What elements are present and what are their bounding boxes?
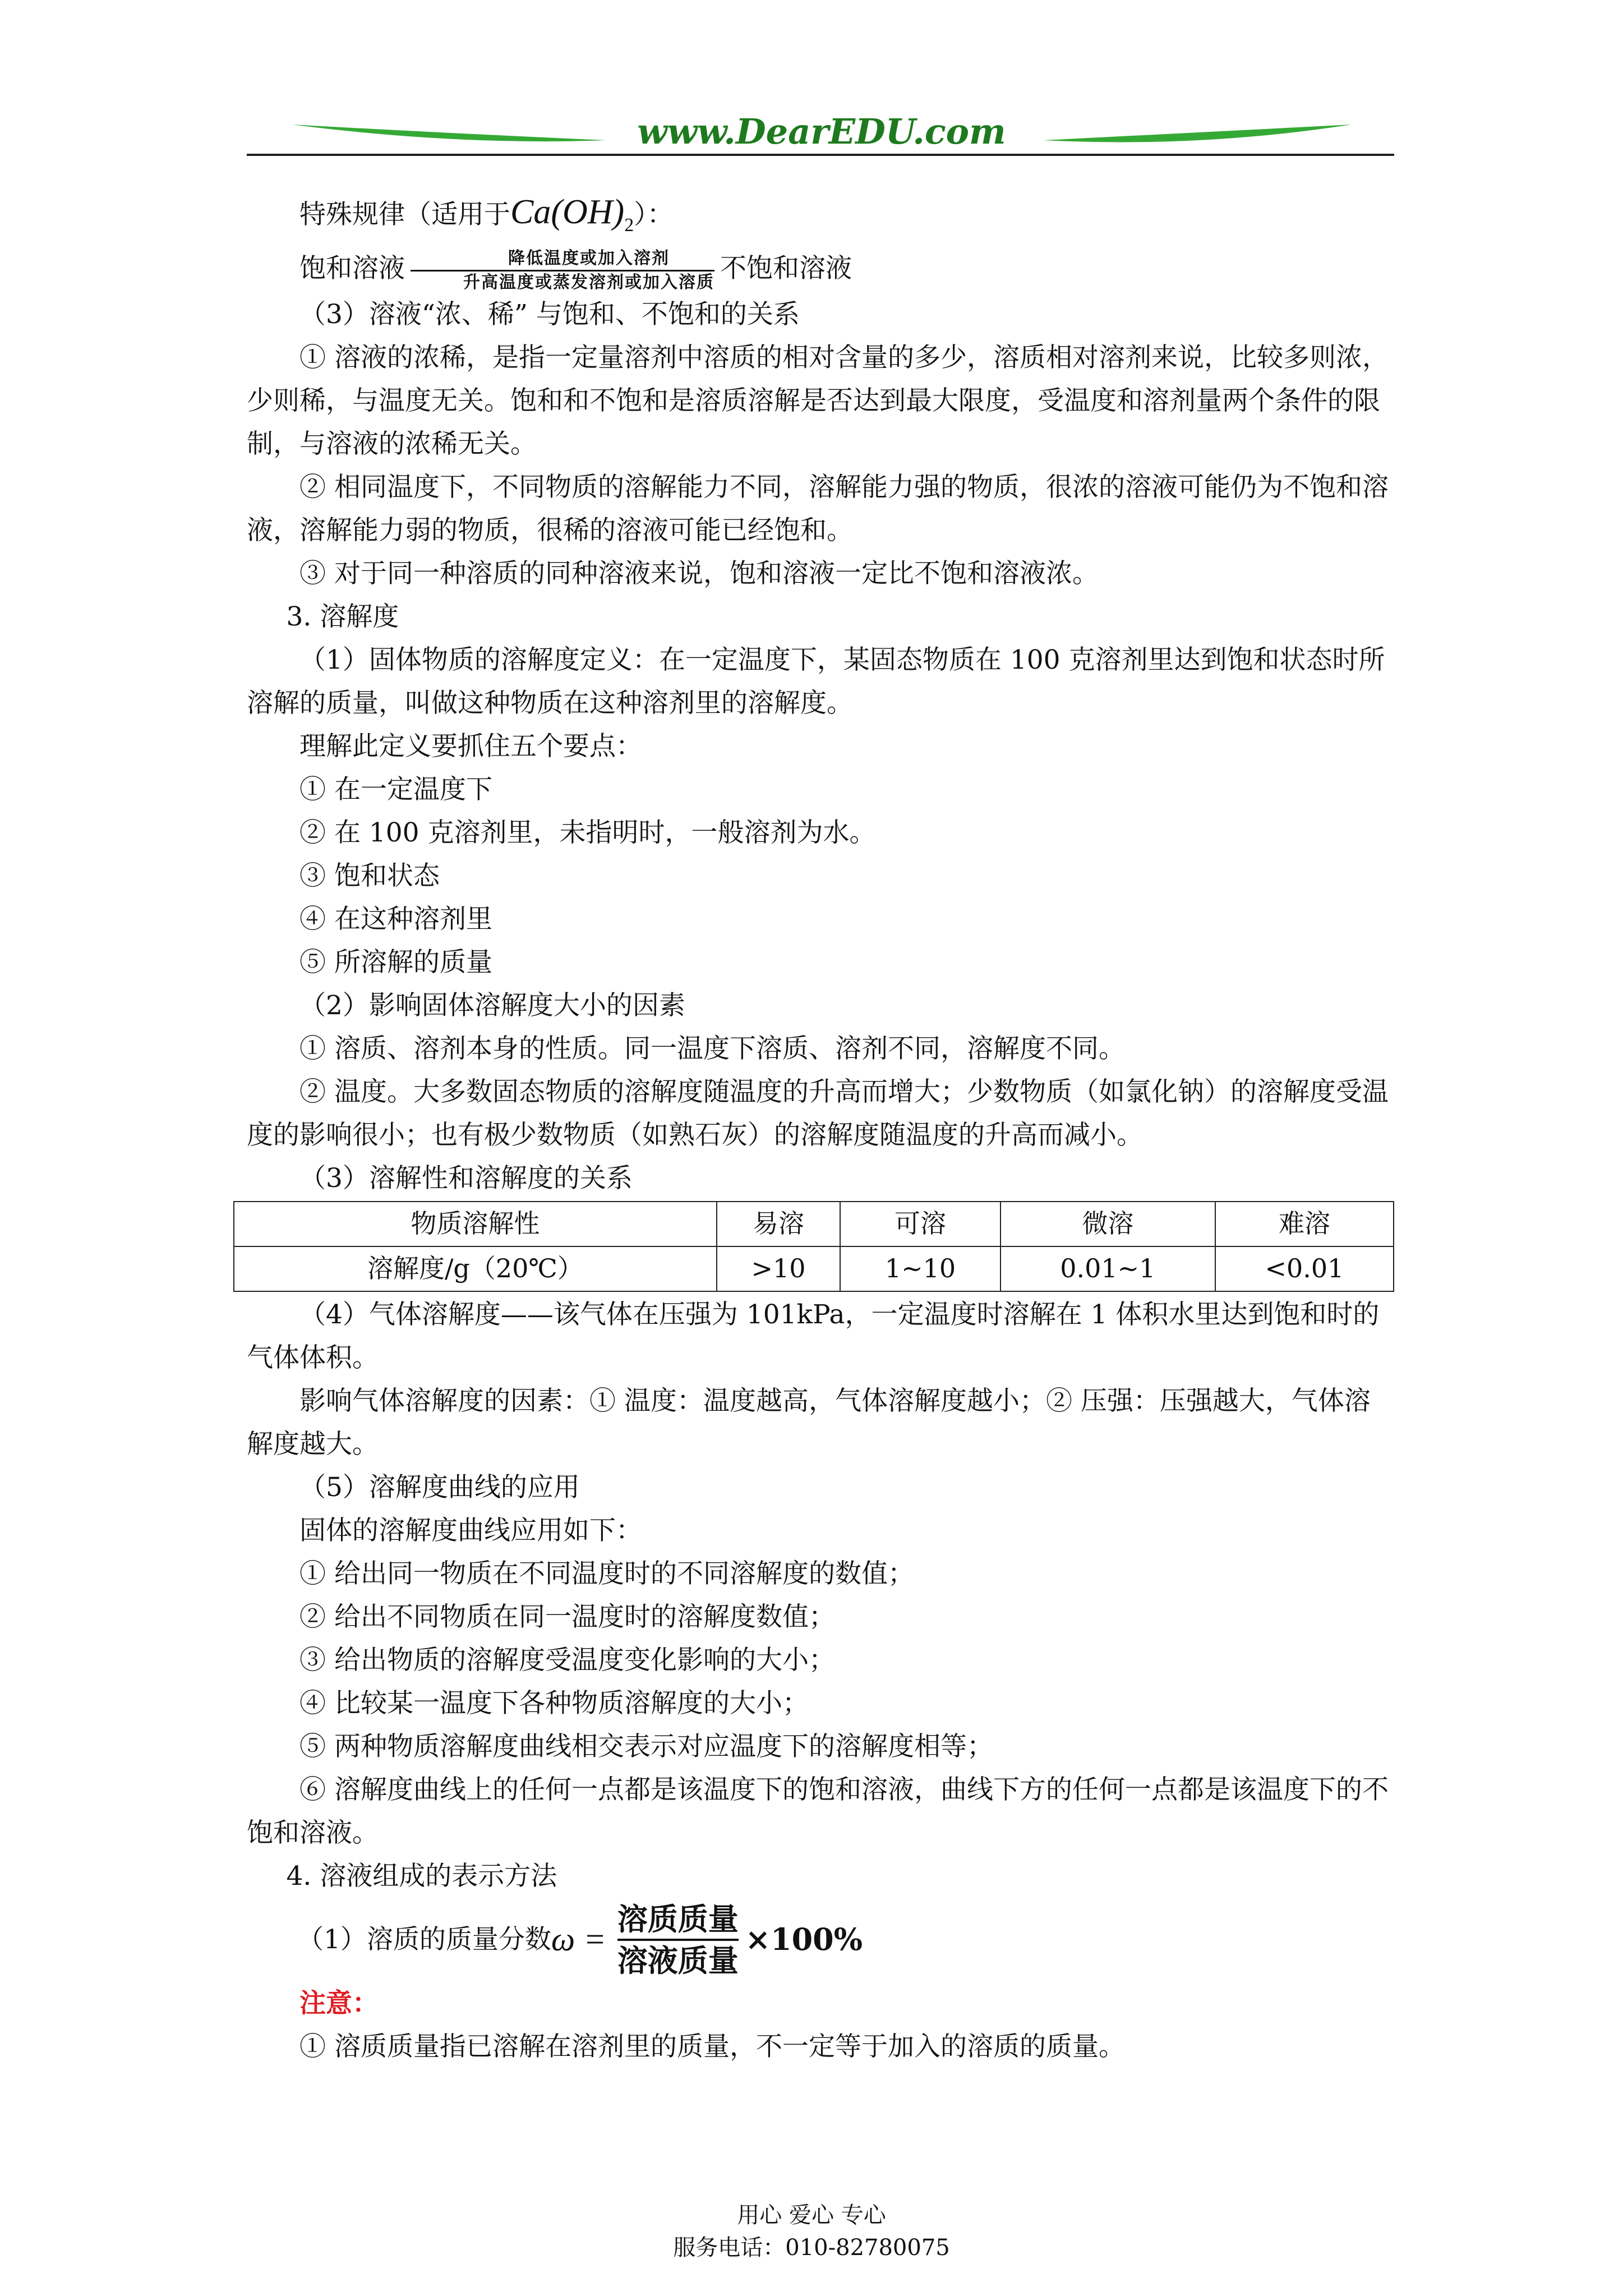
conversion-bar <box>411 270 714 272</box>
table-header-cell: 微溶 <box>1000 1202 1215 1246</box>
table-cell: 0.01~1 <box>1000 1246 1215 1291</box>
conversion-arrow <box>411 249 714 293</box>
solubility-definition: （1）固体物质的溶解度定义：在一定温度下，某固态物质在 100 克溶剂里达到饱和状态时所溶解的质量，叫做这种物质在这种溶剂里的溶解度。 <box>247 644 1385 719</box>
formula-caoh2 <box>510 193 634 236</box>
curve-use-5: ⑤ 两种物质溶解度曲线相交表示对应温度下的溶解度相等； <box>299 1731 993 1762</box>
table-header-cell: 易溶 <box>717 1202 840 1246</box>
heading-composition: 4. 溶液组成的表示方法 <box>286 1860 557 1892</box>
footer-slogan: 用心 爱心 专心 <box>737 2202 886 2228</box>
saturated-solution-label: 饱和溶液 <box>299 253 405 284</box>
footer-phone: 服务电话：010-82780075 <box>673 2235 950 2261</box>
heading-solubility: 3. 溶解度 <box>286 601 399 632</box>
table-header-cell: 难溶 <box>1215 1202 1394 1246</box>
note-label: 注意： <box>299 1987 379 2019</box>
fraction-bar <box>617 1939 739 1941</box>
table-cell: <0.01 <box>1215 1246 1394 1291</box>
conversion-bottom-condition: 升高温度或蒸发溶剂或加入溶质 <box>463 272 714 292</box>
table-cell: 溶解度/g（20℃） <box>234 1246 717 1291</box>
formula-label: （1）溶质的质量分数 <box>297 1924 551 1955</box>
definition-point-2: ② 在 100 克溶剂里，未指明时，一般溶剂为水。 <box>299 817 876 848</box>
definition-point-5: ⑤ 所溶解的质量 <box>299 946 492 978</box>
header-rule <box>247 154 1394 156</box>
table-row <box>234 1202 1394 1246</box>
header-logo <box>292 112 1352 157</box>
formula-omega: ω = <box>551 1921 606 1958</box>
logo-text: www.DearEDU.com <box>637 112 1006 152</box>
definition-intro: 理解此定义要抓住五个要点： <box>299 730 642 762</box>
formula-subscript: 2 <box>624 215 634 236</box>
special-rule-end: ）： <box>634 199 674 230</box>
curve-use-1: ① 给出同一物质在不同温度时的不同溶解度的数值； <box>299 1558 914 1589</box>
definition-point-1: ① 在一定温度下 <box>299 774 492 805</box>
logo-right-leaf <box>1043 125 1352 142</box>
note-point-1: ① 溶质质量指已溶解在溶剂里的质量，不一定等于加入的溶质的质量。 <box>299 2031 1125 2062</box>
special-rule-line <box>247 191 1394 247</box>
unsaturated-solution-label: 不饱和溶液 <box>720 253 852 284</box>
gas-solubility-factors: 影响气体溶解度的因素：① 温度：温度越高，气体溶解度越小；② 压强：压强越大，气体溶解度越大。 <box>247 1385 1371 1460</box>
formula-main: Ca(OH) <box>510 193 625 231</box>
table-cell: >10 <box>717 1246 840 1291</box>
curve-use-2: ② 给出不同物质在同一温度时的溶解度数值； <box>299 1601 835 1632</box>
gas-solubility: （4）气体溶解度——该气体在压强为 101kPa，一定温度时溶解在 1 体积水里达到饱和时的气体体积。 <box>247 1299 1380 1373</box>
formula-fraction <box>617 1902 739 1978</box>
section-3-point-1: ① 溶液的浓稀，是指一定量溶剂中溶质的相对含量的多少，溶质相对溶剂来说，比较多则浓，少则稀，与温度无关。饱和和不饱和是溶质溶解是否达到最大限度，受温度和溶剂量两个条件的限制，与溶液的浓稀无关。 <box>247 342 1389 459</box>
curve-use-4: ④ 比较某一温度下各种物质溶解度的大小； <box>299 1687 809 1719</box>
document-body <box>247 191 1394 2068</box>
formula-numerator: 溶质质量 <box>617 1901 739 1937</box>
factors-heading: （2）影响固体溶解度大小的因素 <box>299 990 685 1021</box>
curve-heading: （5）溶解度曲线的应用 <box>299 1471 580 1503</box>
solubility-table <box>233 1201 1394 1292</box>
table-cell: 1~10 <box>840 1246 1000 1291</box>
table-header-cell: 可溶 <box>840 1202 1000 1246</box>
conversion-top-condition: 降低温度或加入溶剂 <box>508 248 670 268</box>
curve-intro: 固体的溶解度曲线应用如下： <box>299 1515 642 1546</box>
section-3-point-2: ② 相同温度下，不同物质的溶解能力不同，溶解能力强的物质，很浓的溶液可能仍为不饱和溶液，溶解能力弱的物质，很稀的溶液可能已经饱和。 <box>247 471 1389 546</box>
logo-left-leaf <box>292 125 606 141</box>
factor-2: ② 温度。大多数固态物质的溶解度随温度的升高而增大；少数物质（如氯化钠）的溶解度受温度的影响很小；也有极少数物质（如熟石灰）的溶解度随温度的升高而减小。 <box>247 1076 1389 1151</box>
table-row <box>234 1246 1394 1291</box>
mass-fraction-formula <box>247 1898 1394 1982</box>
factor-1: ① 溶质、溶剂本身的性质。同一温度下溶质、溶剂不同，溶解度不同。 <box>299 1033 1125 1064</box>
definition-point-4: ④ 在这种溶剂里 <box>299 903 492 935</box>
formula-denominator: 溶液质量 <box>617 1942 739 1978</box>
definition-point-3: ③ 饱和状态 <box>299 860 440 891</box>
section-3-point-3: ③ 对于同一种溶质的同种溶液来说，饱和溶液一定比不饱和溶液浓。 <box>299 558 1099 589</box>
special-rule-text: 特殊规律（适用于 <box>299 199 510 230</box>
relation-heading: （3）溶解性和溶解度的关系 <box>299 1162 633 1194</box>
section-3-heading: （3）溶液“浓、稀” 与饱和、不饱和的关系 <box>299 298 800 330</box>
curve-use-3: ③ 给出物质的溶解度受温度变化影响的大小； <box>299 1644 835 1676</box>
table-header-cell: 物质溶解性 <box>234 1202 717 1246</box>
formula-multiplier: ×100% <box>745 1921 863 1957</box>
conversion-line <box>247 247 1394 293</box>
curve-use-6: ⑥ 溶解度曲线上的任何一点都是该温度下的饱和溶液，曲线下方的任何一点都是该温度下的不饱和溶液。 <box>247 1774 1389 1848</box>
